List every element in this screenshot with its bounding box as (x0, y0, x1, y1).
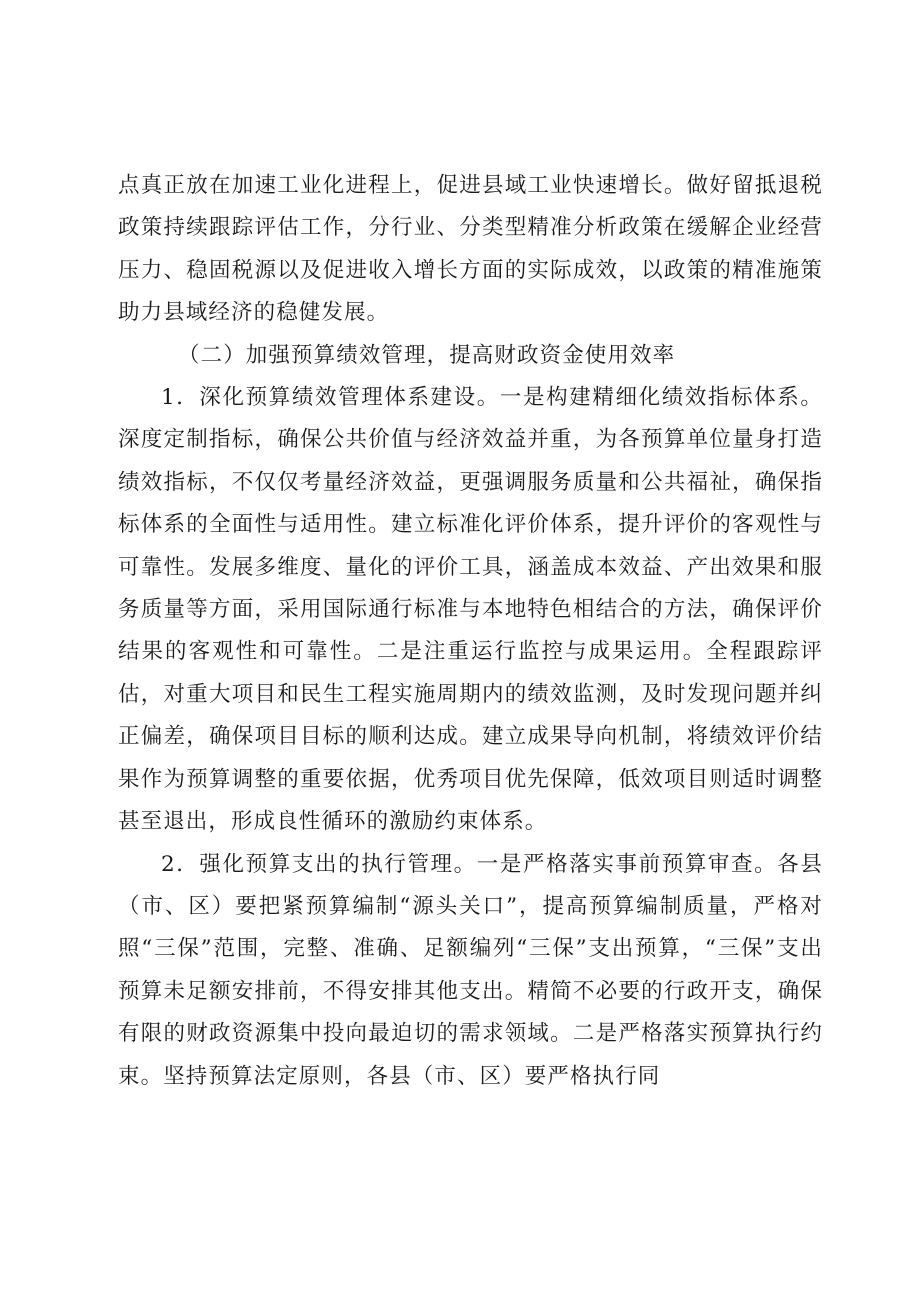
paragraph-continuation: 点真正放在加速工业化进程上，促进县域工业快速增长。做好留抵退税政策持续跟踪评估工作，分行业、分类型精准分析政策在缓解企业经营压力、稳固税源以及促进收入增长方面的实际成效，以政策的精准施策助力县域经济的稳健发展。 (118, 173, 823, 326)
document-body (118, 165, 823, 1098)
section-heading: （二）加强预算绩效管理，提高财政资金使用效率 (178, 342, 676, 368)
paragraph-item-2: 2．强化预算支出的执行管理。一是严格落实事前预算审查。各县（市、区）要把紧预算编制“源头关口”，提高预算编制质量，严格对照“三保”范围，完整、准确、足额编列“三保”支出预算，“三保”支出预算未足额安排前，不得安排其他支出。精简不必要的行政开支，确保有限的财政资源集中投向最迫切的需求领域。二是严格落实预算执行约束。坚持预算法定原则，各县（市、区）要严格执行同 (118, 851, 823, 1089)
paragraph-item-1: 1．深化预算绩效管理体系建设。一是构建精细化绩效指标体系。深度定制指标，确保公共价值与经济效益并重，为各预算单位量身打造绩效指标，不仅仅考量经济效益，更强调服务质量和公共福祉，确保指标体系的全面性与适用性。建立标准化评价体系，提升评价的客观性与可靠性。发展多维度、量化的评价工具，涵盖成本效益、产出效果和服务质量等方面，采用国际通行标准与本地特色相结合的方法，确保评价结果的客观性和可靠性。二是注重运行监控与成果运用。全程跟踪评估，对重大项目和民生工程实施周期内的绩效监测，及时发现问题并纠正偏差，确保项目目标的顺利达成。建立成果导向机制，将绩效评价结果作为预算调整的重要依据，优秀项目优先保障，低效项目则适时调整甚至退出，形成良性循环的激励约束体系。 (118, 385, 823, 835)
